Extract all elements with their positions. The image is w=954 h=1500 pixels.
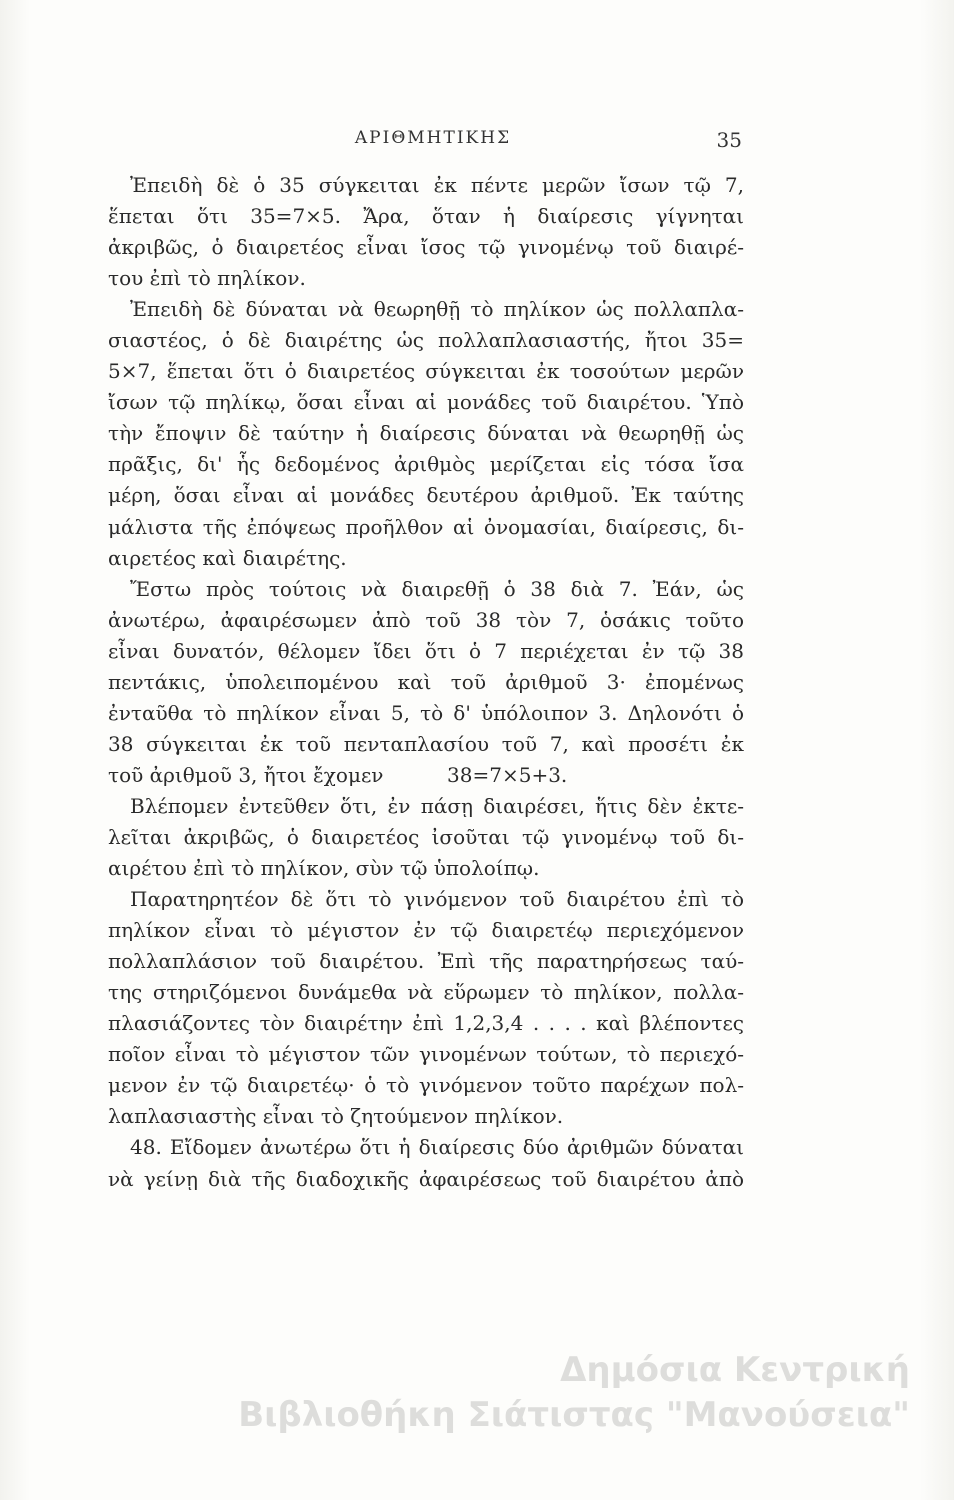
text-line: νὰ γείνῃ διὰ τῆς διαδοχικῆς ἀφαιρέσεως τοῦ διαιρέτου ἀπὸ — [108, 1166, 744, 1191]
text-line: λαπλασιαστὴς εἶναι τὸ ζητούμενον πηλίκον. — [108, 1104, 564, 1129]
text-line: τὴν ἔποψιν δὲ ταύτην ἡ διαίρεσις δύναται νὰ θεωρηθῇ ὡς — [108, 421, 744, 446]
text-line: τοῦ ἀριθμοῦ 3, ἤτοι ἔχομεν 38=7×5+3. — [108, 762, 568, 787]
text-line: λεῖται ἀκριβῶς, ὁ διαιρετέος ἰσοῦται τῷ γινομένῳ τοῦ δι- — [108, 824, 744, 849]
text-line: Παρατηρητέον δὲ ὅτι τὸ γινόμενον τοῦ διαιρέτου ἐπὶ τὸ — [130, 887, 744, 912]
text-line: πρᾶξις, δι' ἧς δεδομένος ἀριθμὸς μερίζεται εἰς τόσα ἴσα — [108, 452, 744, 477]
text-line: 48. Εἴδομεν ἀνωτέρω ὅτι ἡ διαίρεσις δύο ἀριθμῶν δύναται — [130, 1135, 744, 1160]
library-watermark-line2: Βιβλιοθήκη Σιάτιστας "Μανούσεια" — [238, 1395, 910, 1435]
library-watermark-line1: Δημόσια Κεντρική — [560, 1350, 910, 1390]
text-line: Ἔστω πρὸς τούτοις νὰ διαιρεθῇ ὁ 38 διὰ 7. Ἐάν, ὡς — [130, 576, 744, 601]
text-line: εἶναι δυνατόν, θέλομεν ἴδει ὅτι ὁ 7 περιέχεται ἐν τῷ 38 — [108, 638, 744, 663]
text-line: μέρη, ὅσαι εἶναι αἱ μονάδες δευτέρου ἀριθμοῦ. Ἐκ ταύτης — [108, 483, 744, 508]
text-line: σιαστέος, ὁ δὲ διαιρέτης ὡς πολλαπλασιαστής, ἤτοι 35= — [108, 328, 744, 353]
text-line: Ἐπειδὴ δὲ ὁ 35 σύγκειται ἐκ πέντε μερῶν ἴσων τῷ 7, — [130, 173, 744, 197]
text-line: πηλίκον εἶναι τὸ μέγιστον ἐν τῷ διαιρετέῳ περιεχόμενον — [108, 918, 744, 943]
text-line: της στηριζόμενοι δυνάμεθα νὰ εὕρωμεν τὸ πηλίκον, πολλα- — [108, 980, 744, 1005]
text-line: μάλιστα τῆς ἐπόψεως προῆλθον αἱ ὀνομασίαι, διαίρεσις, δι- — [108, 514, 744, 539]
text-line: ἀνωτέρω, ἀφαιρέσωμεν ἀπὸ τοῦ 38 τὸν 7, ὁσάκις τοῦτο — [108, 607, 744, 632]
running-header: ΑΡΙΘΜΗΤΙΚΗΣ — [354, 128, 512, 148]
text-line: πεντάκις, ὑπολειπομένου καὶ τοῦ ἀριθμοῦ 3· ἐπομένως — [108, 669, 744, 694]
text-line: πλασιάζοντες τὸν διαιρέτην ἐπὶ 1,2,3,4 . . . . καὶ βλέποντες — [108, 1011, 744, 1036]
text-line: ἴσων τῷ πηλίκῳ, ὅσαι εἶναι αἱ μονάδες τοῦ διαιρέτου. Ὑπὸ — [108, 390, 744, 415]
text-line: ἕπεται ὅτι 35=7×5. Ἄρα, ὅταν ἡ διαίρεσις γίγνηται — [108, 204, 744, 229]
text-line: του ἐπὶ τὸ πηλίκον. — [108, 266, 306, 291]
text-line: 38 σύγκειται ἐκ τοῦ πενταπλασίου τοῦ 7, καὶ προσέτι ἐκ — [108, 731, 744, 756]
text-line: ποῖον εἶναι τὸ μέγιστον τῶν γινομένων τούτων, τὸ περιεχό- — [108, 1042, 744, 1067]
text-line: Ἐπειδὴ δὲ δύναται νὰ θεωρηθῇ τὸ πηλίκον ὡς πολλαπλα- — [130, 297, 744, 322]
text-line: Βλέπομεν ἐντεῦθεν ὅτι, ἐν πάσῃ διαιρέσει, ἥτις δὲν ἐκτε- — [130, 793, 744, 818]
text-line: αιρέτου ἐπὶ τὸ πηλίκον, σὺν τῷ ὑπολοίπῳ. — [108, 856, 540, 881]
text-line: ἐνταῦθα τὸ πηλίκον εἶναι 5, τὸ δ' ὑπόλοιπον 3. Δηλονότι ὁ — [108, 700, 744, 725]
body-text — [108, 170, 744, 1195]
text-line: μενον ἐν τῷ διαιρετέῳ· ὁ τὸ γινόμενον τοῦτο παρέχων πολ- — [108, 1073, 744, 1098]
text-line: ἀκριβῶς, ὁ διαιρετέος εἶναι ἴσος τῷ γινομένῳ τοῦ διαιρέ- — [108, 235, 744, 260]
text-line: πολλαπλάσιον τοῦ διαιρέτου. Ἐπὶ τῆς παρατηρήσεως ταύ- — [108, 949, 744, 974]
text-line: 5×7, ἕπεται ὅτι ὁ διαιρετέος σύγκειται ἐκ τοσούτων μερῶν — [108, 359, 744, 384]
page-number: 35 — [716, 128, 742, 152]
text-line: αιρετέος καὶ διαιρέτης. — [108, 545, 347, 570]
